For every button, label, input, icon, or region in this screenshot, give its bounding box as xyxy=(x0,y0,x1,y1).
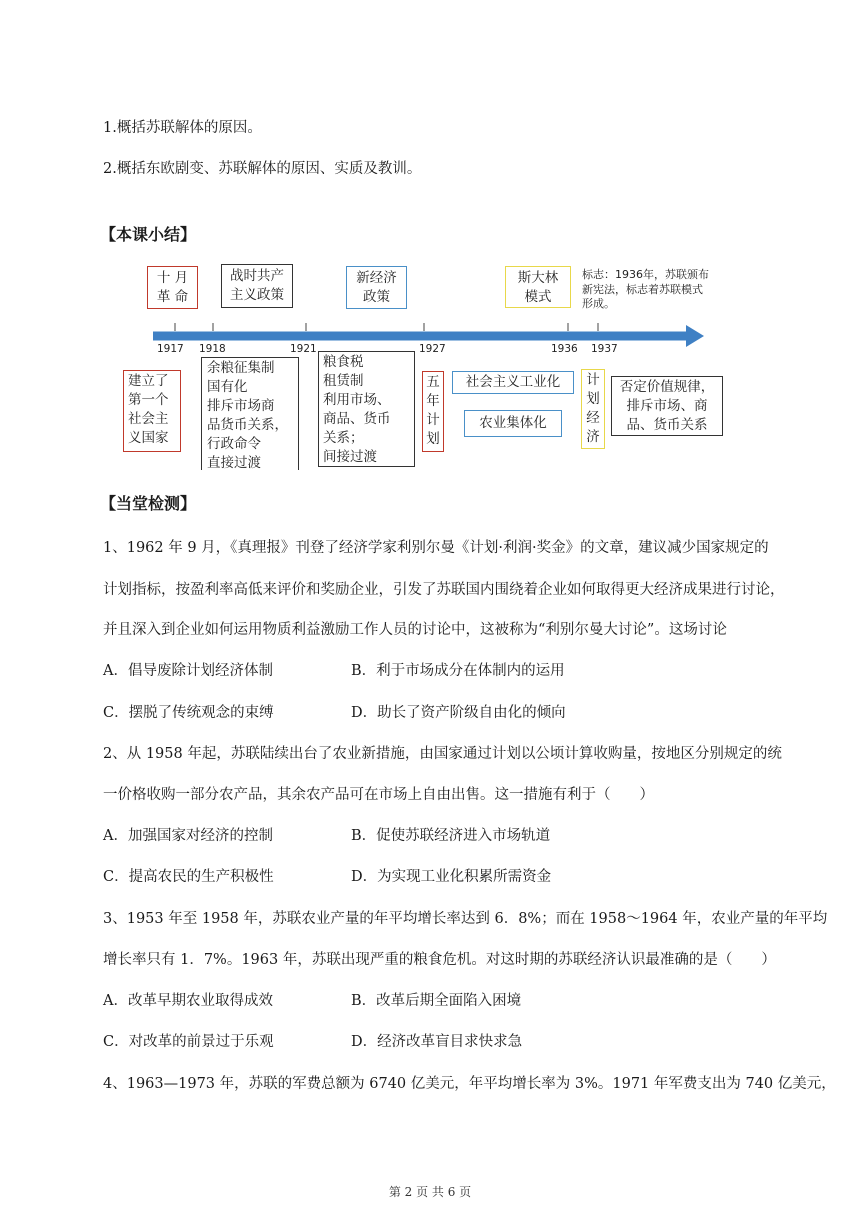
note-text: 标志：1936年，苏联颁布 xyxy=(582,268,709,281)
q2-option-a[interactable]: A．加强国家对经济的控制 xyxy=(103,828,273,844)
box-negate-value-law xyxy=(611,376,723,436)
q3-option-c[interactable]: C．对改革的前景过于乐观 xyxy=(103,1034,274,1050)
timeline-ticks xyxy=(175,323,598,331)
box-war-communism xyxy=(221,264,293,308)
box-text: 政策 xyxy=(363,289,390,305)
year-1936: 1936 xyxy=(551,343,578,355)
box-text: 租赁制 xyxy=(323,373,364,389)
page-footer: 第 2 页 共 6 页 xyxy=(388,1185,472,1199)
box-text: 计 xyxy=(586,372,600,388)
q1-line-2: 计划指标，按盈利率高低来评价和奖励企业，引发了苏联国内围绕着企业如何取得更大经济成果进行讨论， xyxy=(103,582,785,598)
box-text: 新经济 xyxy=(356,270,397,286)
box-text: 粮食税 xyxy=(323,354,364,370)
q2-line-2: 一价格收购一部分农产品，其余农产品可在市场上自由出售。这一措施有利于（ ） xyxy=(103,787,654,803)
box-text: 济 xyxy=(586,429,600,445)
box-first-socialist-state xyxy=(123,370,181,452)
q3-option-a[interactable]: A．改革早期农业取得成效 xyxy=(103,993,273,1009)
box-text: 建立了 xyxy=(128,373,169,389)
q3-option-b[interactable]: B．改革后期全面陷入困境 xyxy=(351,993,522,1009)
box-text: 间接过渡 xyxy=(323,449,377,465)
box-five-year-plan xyxy=(422,371,444,452)
box-text: 农业集体化 xyxy=(479,415,547,431)
box-socialist-industrialization xyxy=(452,371,574,394)
note-1936 xyxy=(582,268,732,312)
year-1927: 1927 xyxy=(419,343,446,355)
timeline-arrow-head xyxy=(686,325,704,347)
box-text: 排斥市场商 xyxy=(207,398,275,414)
box-text: 排斥市场、商 xyxy=(626,398,708,414)
box-nep xyxy=(346,266,407,309)
box-text: 五 xyxy=(426,374,440,390)
box-planned-economy xyxy=(581,369,605,449)
box-text: 否定价值规律， xyxy=(619,379,715,395)
note-text: 新宪法，标志着苏联模式 xyxy=(582,282,703,296)
box-text: 经 xyxy=(586,410,600,426)
intro-item-1: 1.概括苏联解体的原因。 xyxy=(103,120,262,136)
q3-line-1: 3、1953 年至 1958 年，苏联农业产量的年平均增长率达到 6．8%；而在 1958～1964 年，农业产量的年平均 xyxy=(103,911,828,927)
box-agricultural-collectivization xyxy=(464,410,562,437)
box-text: 划 xyxy=(586,391,600,407)
year-1918: 1918 xyxy=(199,343,226,355)
note-text: 形成。 xyxy=(582,297,615,310)
box-text: 十 月 xyxy=(156,270,189,286)
box-war-communism-policy xyxy=(201,357,299,470)
box-text: 模式 xyxy=(524,289,552,305)
box-text: 义国家 xyxy=(128,430,169,446)
box-text: 行政命令 xyxy=(207,436,261,452)
box-text: 革 命 xyxy=(156,289,189,305)
year-1917: 1917 xyxy=(157,343,184,355)
q1-line-1: 1、1962 年 9 月，《真理报》刊登了经济学家利别尔曼《计划·利润·奖金》的文章，建议减少国家规定的 xyxy=(103,540,769,556)
q1-option-b[interactable]: B．利于市场成分在体制内的运用 xyxy=(351,663,565,679)
year-1921: 1921 xyxy=(290,343,317,355)
box-text: 主义政策 xyxy=(230,287,284,303)
q1-option-d[interactable]: D．助长了资产阶级自由化的倾向 xyxy=(351,705,566,721)
box-text: 战时共产 xyxy=(230,268,284,284)
box-text: 社会主义工业化 xyxy=(465,374,561,390)
box-nep-policy xyxy=(318,351,415,467)
box-text: 利用市场、 xyxy=(323,392,391,408)
box-text: 商品、货币 xyxy=(323,411,391,427)
q3-option-d[interactable]: D．经济改革盲目求快求急 xyxy=(351,1034,523,1050)
q1-option-c[interactable]: C．摆脱了传统观念的束缚 xyxy=(103,705,274,721)
box-stalin-model xyxy=(505,266,571,308)
q1-option-a[interactable]: A．倡导废除计划经济体制 xyxy=(103,663,273,679)
box-text: 社会主 xyxy=(128,411,169,427)
check-title: 【当堂检测】 xyxy=(100,494,197,513)
intro-item-2: 2.概括东欧剧变、苏联解体的原因、实质及教训。 xyxy=(103,161,422,177)
box-october-revolution xyxy=(147,266,198,309)
box-text: 年 xyxy=(426,393,440,409)
box-text: 品货币关系， xyxy=(207,417,288,433)
box-text: 第一个 xyxy=(128,392,169,408)
box-text: 关系； xyxy=(323,430,364,446)
box-text: 国有化 xyxy=(207,379,248,395)
q2-option-c[interactable]: C．提高农民的生产积极性 xyxy=(103,869,274,885)
q4-line-1: 4、1963—1973 年，苏联的军费总额为 6740 亿美元，年平均增长率为 3%。1971 年军费支出为 740 亿美元， xyxy=(103,1076,836,1092)
box-text: 计 xyxy=(426,412,440,428)
box-text: 品、货币关系 xyxy=(626,417,708,433)
box-text: 余粮征集制 xyxy=(207,360,275,376)
box-text: 直接过渡 xyxy=(207,455,261,470)
q2-option-d[interactable]: D．为实现工业化积累所需资金 xyxy=(351,869,552,885)
box-text: 斯大林 xyxy=(517,270,559,286)
box-text: 划 xyxy=(426,431,440,447)
q2-option-b[interactable]: B．促使苏联经济进入市场轨道 xyxy=(351,828,551,844)
q3-line-2: 增长率只有 1．7%。1963 年，苏联出现严重的粮食危机。对这时期的苏联经济认识最准确的是（ ） xyxy=(103,952,776,968)
year-1937: 1937 xyxy=(591,343,618,355)
q2-line-1: 2、从 1958 年起，苏联陆续出台了农业新措施，由国家通过计划以公顷计算收购量，按地区分别规定的统 xyxy=(103,746,782,762)
q1-line-3: 并且深入到企业如何运用物质利益激励工作人员的讨论中，这被称为“利别尔曼大讨论”。这场讨论 xyxy=(103,622,727,638)
summary-title: 【本课小结】 xyxy=(100,225,197,244)
